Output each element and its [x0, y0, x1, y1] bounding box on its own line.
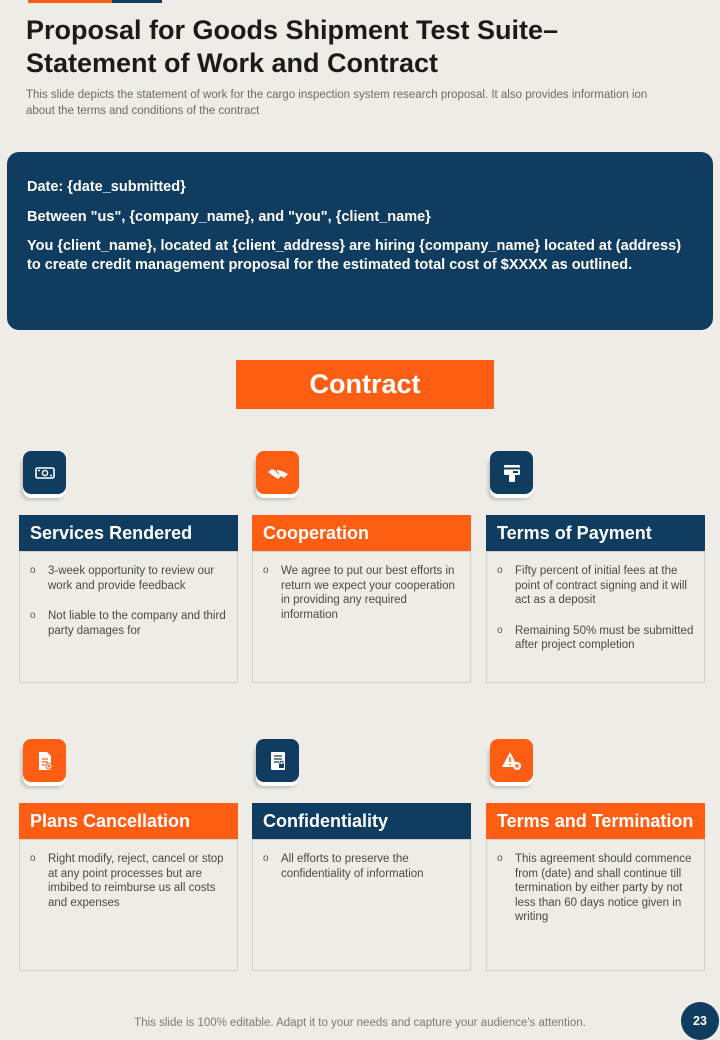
- card-title: Terms of Payment: [486, 515, 705, 551]
- statement-body: You {client_name}, located at {client_address} are hiring {company_name} located at (address) to create credit management proposal for the estimated total cost of $XXXX as outlined.: [27, 238, 682, 273]
- accent-navy: [112, 0, 162, 3]
- list-item: o Not liable to the company and third party damages for: [30, 609, 231, 638]
- list-item: o This agreement should commence from (date) and shall continue till termination by either party by not less than 60 days notice given in writing: [497, 852, 698, 925]
- page-number-badge: 23: [681, 1002, 719, 1040]
- handshake-icon: [256, 451, 299, 494]
- page-subtitle: This slide depicts the statement of work for the cargo inspection system research proposal. It also provides information ion about the terms and conditions of the contract: [26, 89, 648, 117]
- card-body: [252, 839, 471, 971]
- card-title: Cooperation: [252, 515, 471, 551]
- list-item: o Remaining 50% must be submitted after project completion: [497, 624, 698, 653]
- card-body: [486, 839, 705, 971]
- card-body: [252, 551, 471, 683]
- list-item: o 3-week opportunity to review our work and provide feedback: [30, 564, 231, 593]
- card-body: [19, 551, 238, 683]
- card-payment-icon: [490, 451, 533, 494]
- warning-cancel-icon: [490, 739, 533, 782]
- card-title: Services Rendered: [19, 515, 238, 551]
- card-title: Confidentiality: [252, 803, 471, 839]
- accent-orange: [28, 0, 112, 3]
- confidential-document-icon: [256, 739, 299, 782]
- statement-parties: Between "us", {company_name}, and "you", {client_name}: [27, 209, 431, 225]
- card-title: Terms and Termination: [486, 803, 705, 839]
- list-item: o We agree to put our best efforts in return we expect your cooperation in providing any required information: [263, 564, 464, 622]
- page-title: Proposal for Goods Shipment Test Suite– Statement of Work and Contract: [26, 15, 559, 78]
- contract-heading: Contract: [236, 360, 494, 409]
- card-body: [19, 839, 238, 971]
- money-icon: [23, 451, 66, 494]
- list-item: o Fifty percent of initial fees at the point of contract signing and it will act as a deposit: [497, 564, 698, 608]
- card-title: Plans Cancellation: [19, 803, 238, 839]
- top-accent-bar: [28, 0, 162, 3]
- footer-note: This slide is 100% editable. Adapt it to your needs and capture your audience's attention.: [134, 1017, 586, 1029]
- list-item: o Right modify, reject, cancel or stop at any point processes but are imbibed to reimburse us all costs and expenses: [30, 852, 231, 910]
- statement-date: Date: {date_submitted}: [27, 179, 186, 195]
- list-item: o All efforts to preserve the confidentiality of information: [263, 852, 464, 881]
- statement-of-work-box: [7, 152, 713, 330]
- document-cancel-icon: [23, 739, 66, 782]
- card-body: [486, 551, 705, 683]
